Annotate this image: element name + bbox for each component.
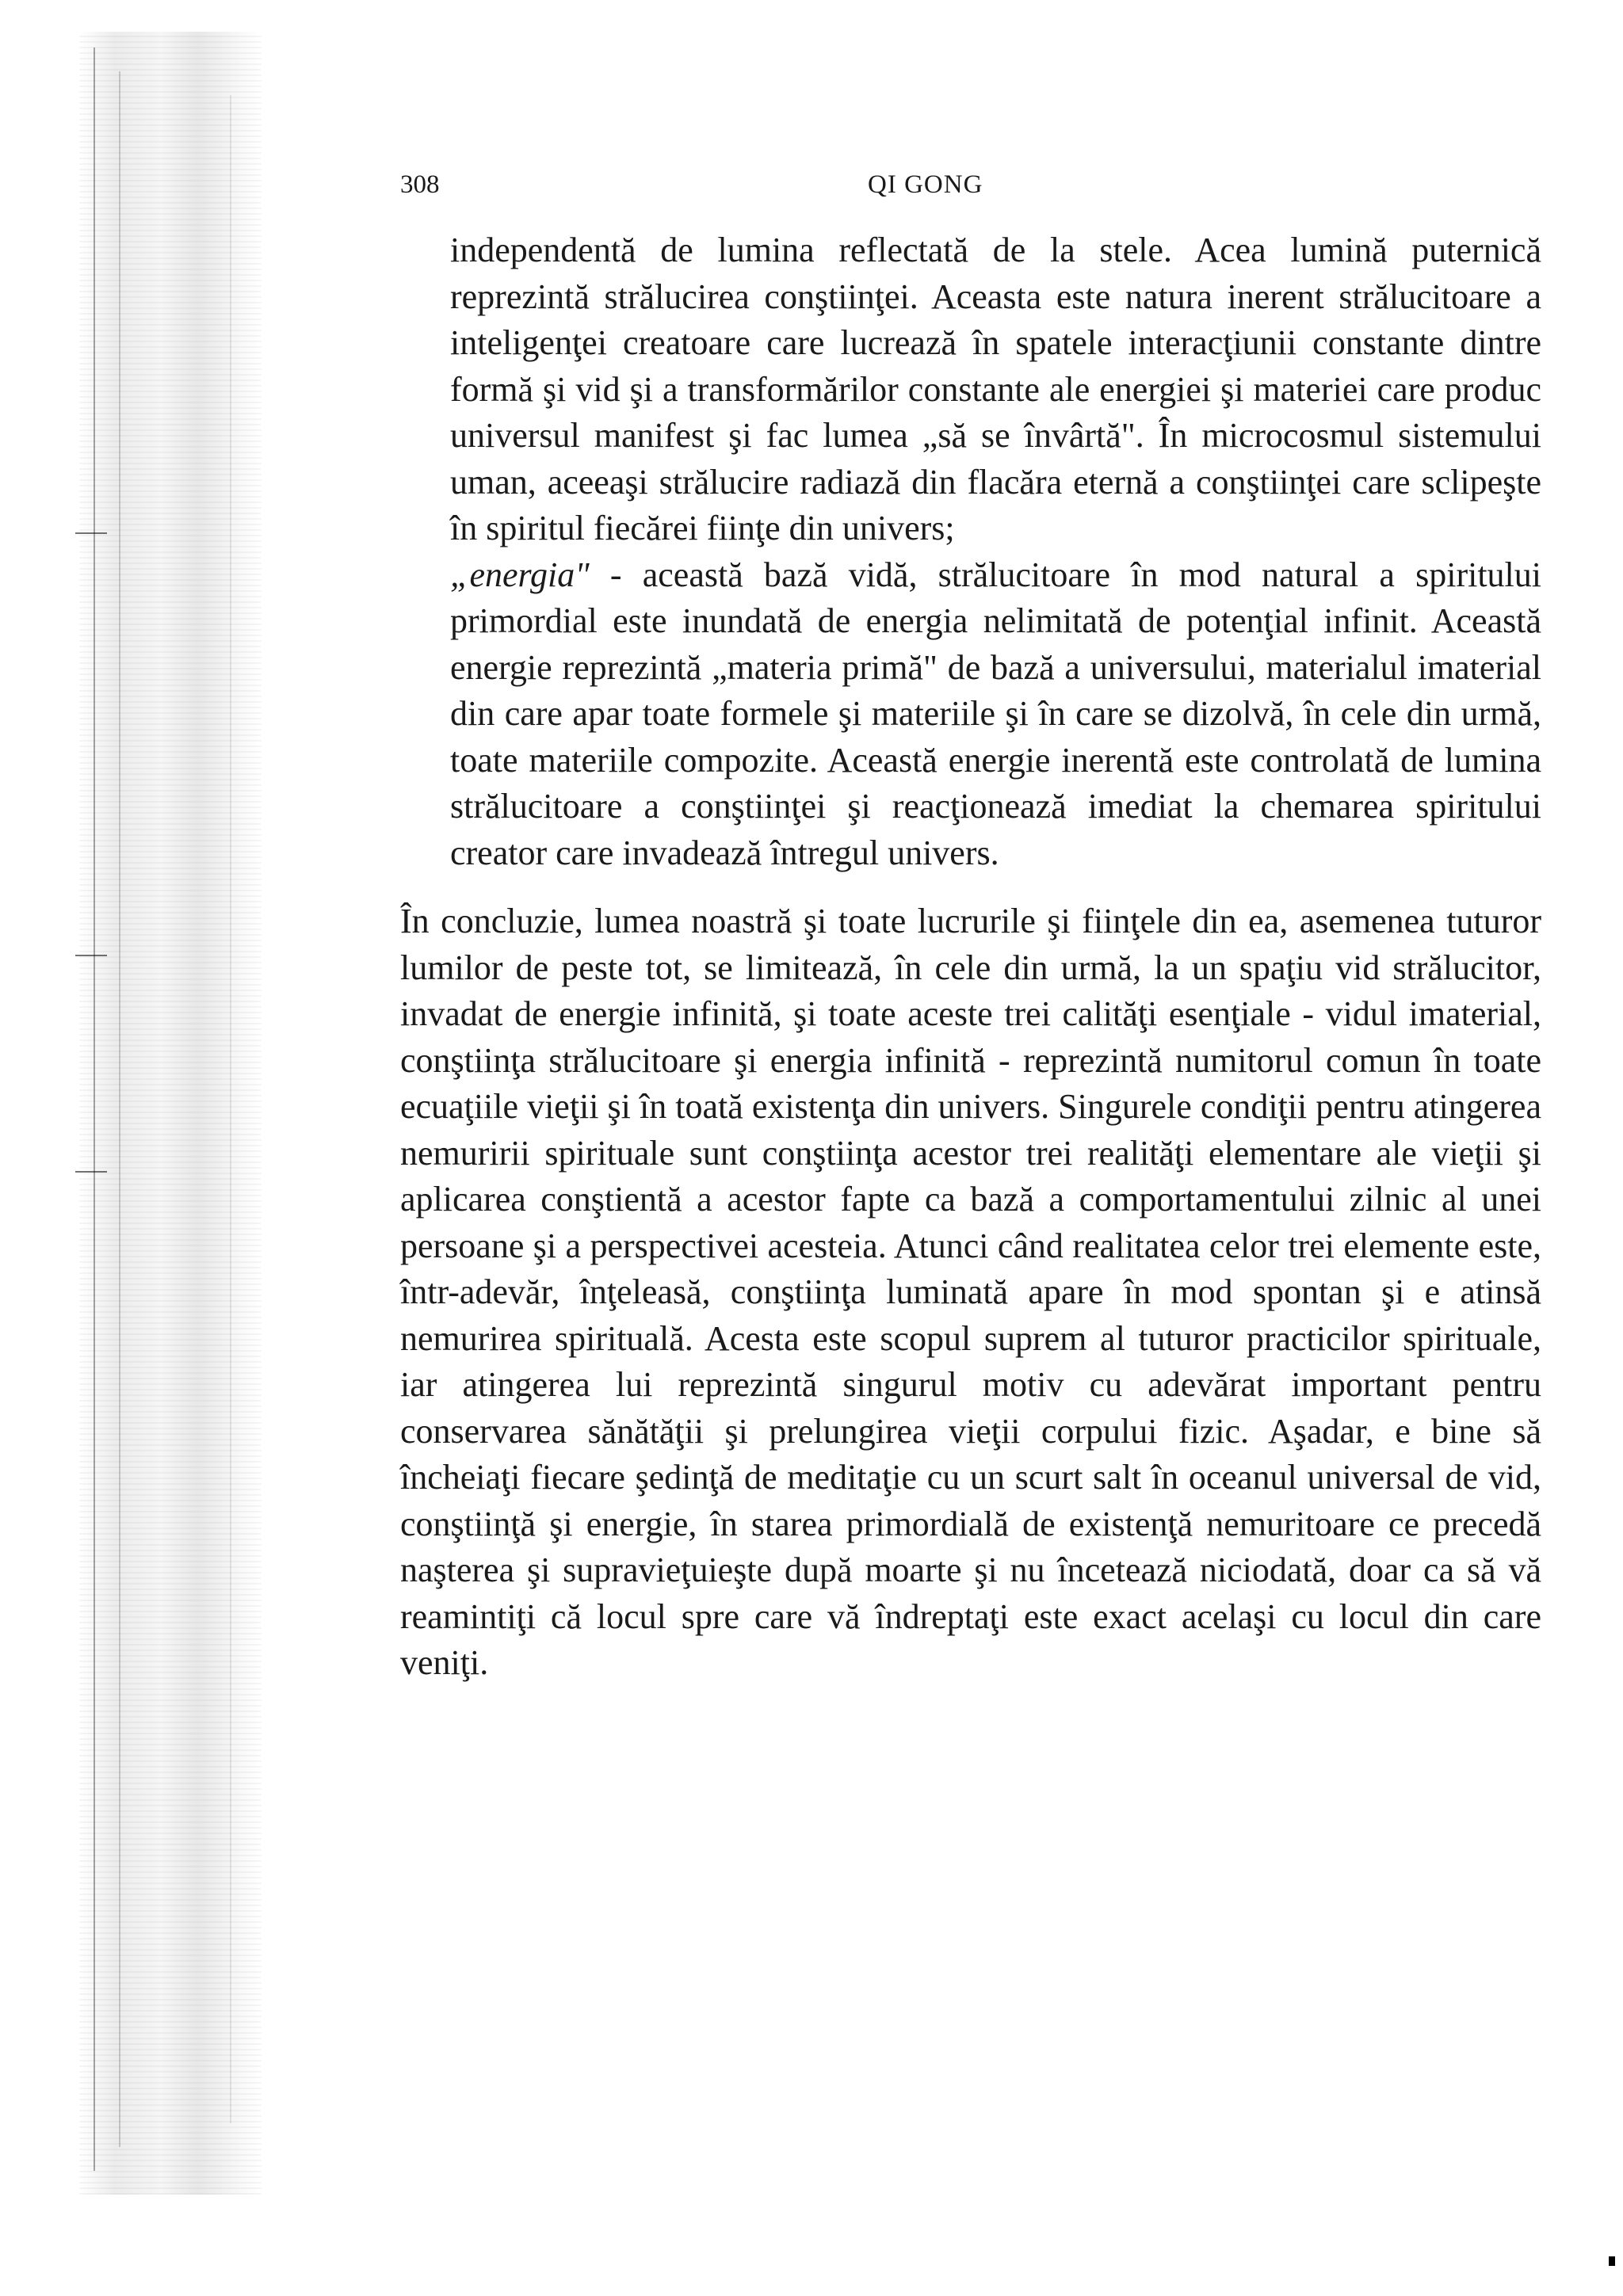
scan-edge-line xyxy=(94,48,95,2171)
book-page xyxy=(400,170,1541,1687)
page-number: 308 xyxy=(400,170,440,199)
conclusion-paragraph: În concluzie, lumea noastră şi toate lucrurile şi fiinţele din ea, asemenea tuturor lumilor de peste tot, se limitează, în cele din urmă, la un spaţiu vid strălucitor, invadat de energie infinită, şi toate aceste trei calităţi esenţiale - vidul imaterial, conştiinţa strălucitoare şi energia infinită - reprezintă numitorul comun în toate ecuaţiile vieţii şi în toată existenţa din univers. Singurele condiţii pentru atingerea nemuririi spirituale sunt conştiinţa acestor trei realităţi elementare ale vieţii şi aplicarea conştientă a acestor fapte ca bază a comportamentului zilnic al unei persoane şi a perspectivei acesteia. Atunci când realitatea celor trei elemente este, într-adevăr, înţeleasă, conştiinţa luminată apare în mod spontan şi e atinsă nemurirea spirituală. Acesta este scopul suprem al tuturor practicilor spirituale, iar atingerea lui reprezintă singurul motiv cu adevărat important pentru conservarea sănătăţii şi prelungirea vieţii corpului fizic. Aşadar, e bine să încheiaţi fiecare şedinţă de meditaţie cu un scurt salt în oceanul universal de vid, conştiinţă şi energie, în starea primordială de existenţă nemuritoare ce precedă naşterea şi supravieţuieşte după moarte şi nu încetează niciodată, doar ca să vă reamintiţi că locul spre care vă îndreptaţi este exact acelaşi cu locul din care veniţi. xyxy=(400,902,1541,1682)
scan-edge-line xyxy=(230,95,231,2123)
continued-paragraph: independentă de lumina reflectată de la stele. Acea lumină puternică reprezintă strălucirea conştiinţei. Aceasta este natura inerent strălucitoare a inteligenţei creatoare care lucrează în spatele interacţiunii constante dintre formă şi vid şi a transformărilor constante ale energiei şi materiei care produc universul manifest şi fac lumea „să se învârtă". În microcosmul sistemului uman, aceeaşi strălucire radiază din flacăra eternă a conştiinţei care sclipeşte în spiritul fiecărei fiinţe din univers; xyxy=(450,231,1541,547)
scan-edge-mark xyxy=(75,532,107,534)
scan-edge-mark xyxy=(75,1171,107,1173)
running-head: QI GONG xyxy=(868,170,983,199)
energy-list-item xyxy=(450,552,1541,877)
page-header xyxy=(400,170,1541,218)
energy-term: „energia" xyxy=(450,555,590,594)
scan-speck xyxy=(1609,2256,1615,2266)
scan-edge-line xyxy=(119,71,120,2147)
energy-definition: - această bază vidă, strălucitoare în mod natural a spiritului primordial este inundată de energia nelimitată de potenţial infinit. Această energie reprezintă „materia primă" de bază a universului, materialul imaterial din care apar toate formele şi materiile şi în care se dizolvă, în cele din urmă, toate materiile compozite. Această energie inerentă este controlată de lumina strălucitoare a conştiinţei şi reacţionează imediat la chemarea spiritului creator care invadează întregul univers. xyxy=(450,555,1541,872)
scan-edge-mark xyxy=(75,955,107,956)
scan-binding-shadow xyxy=(79,32,262,2195)
